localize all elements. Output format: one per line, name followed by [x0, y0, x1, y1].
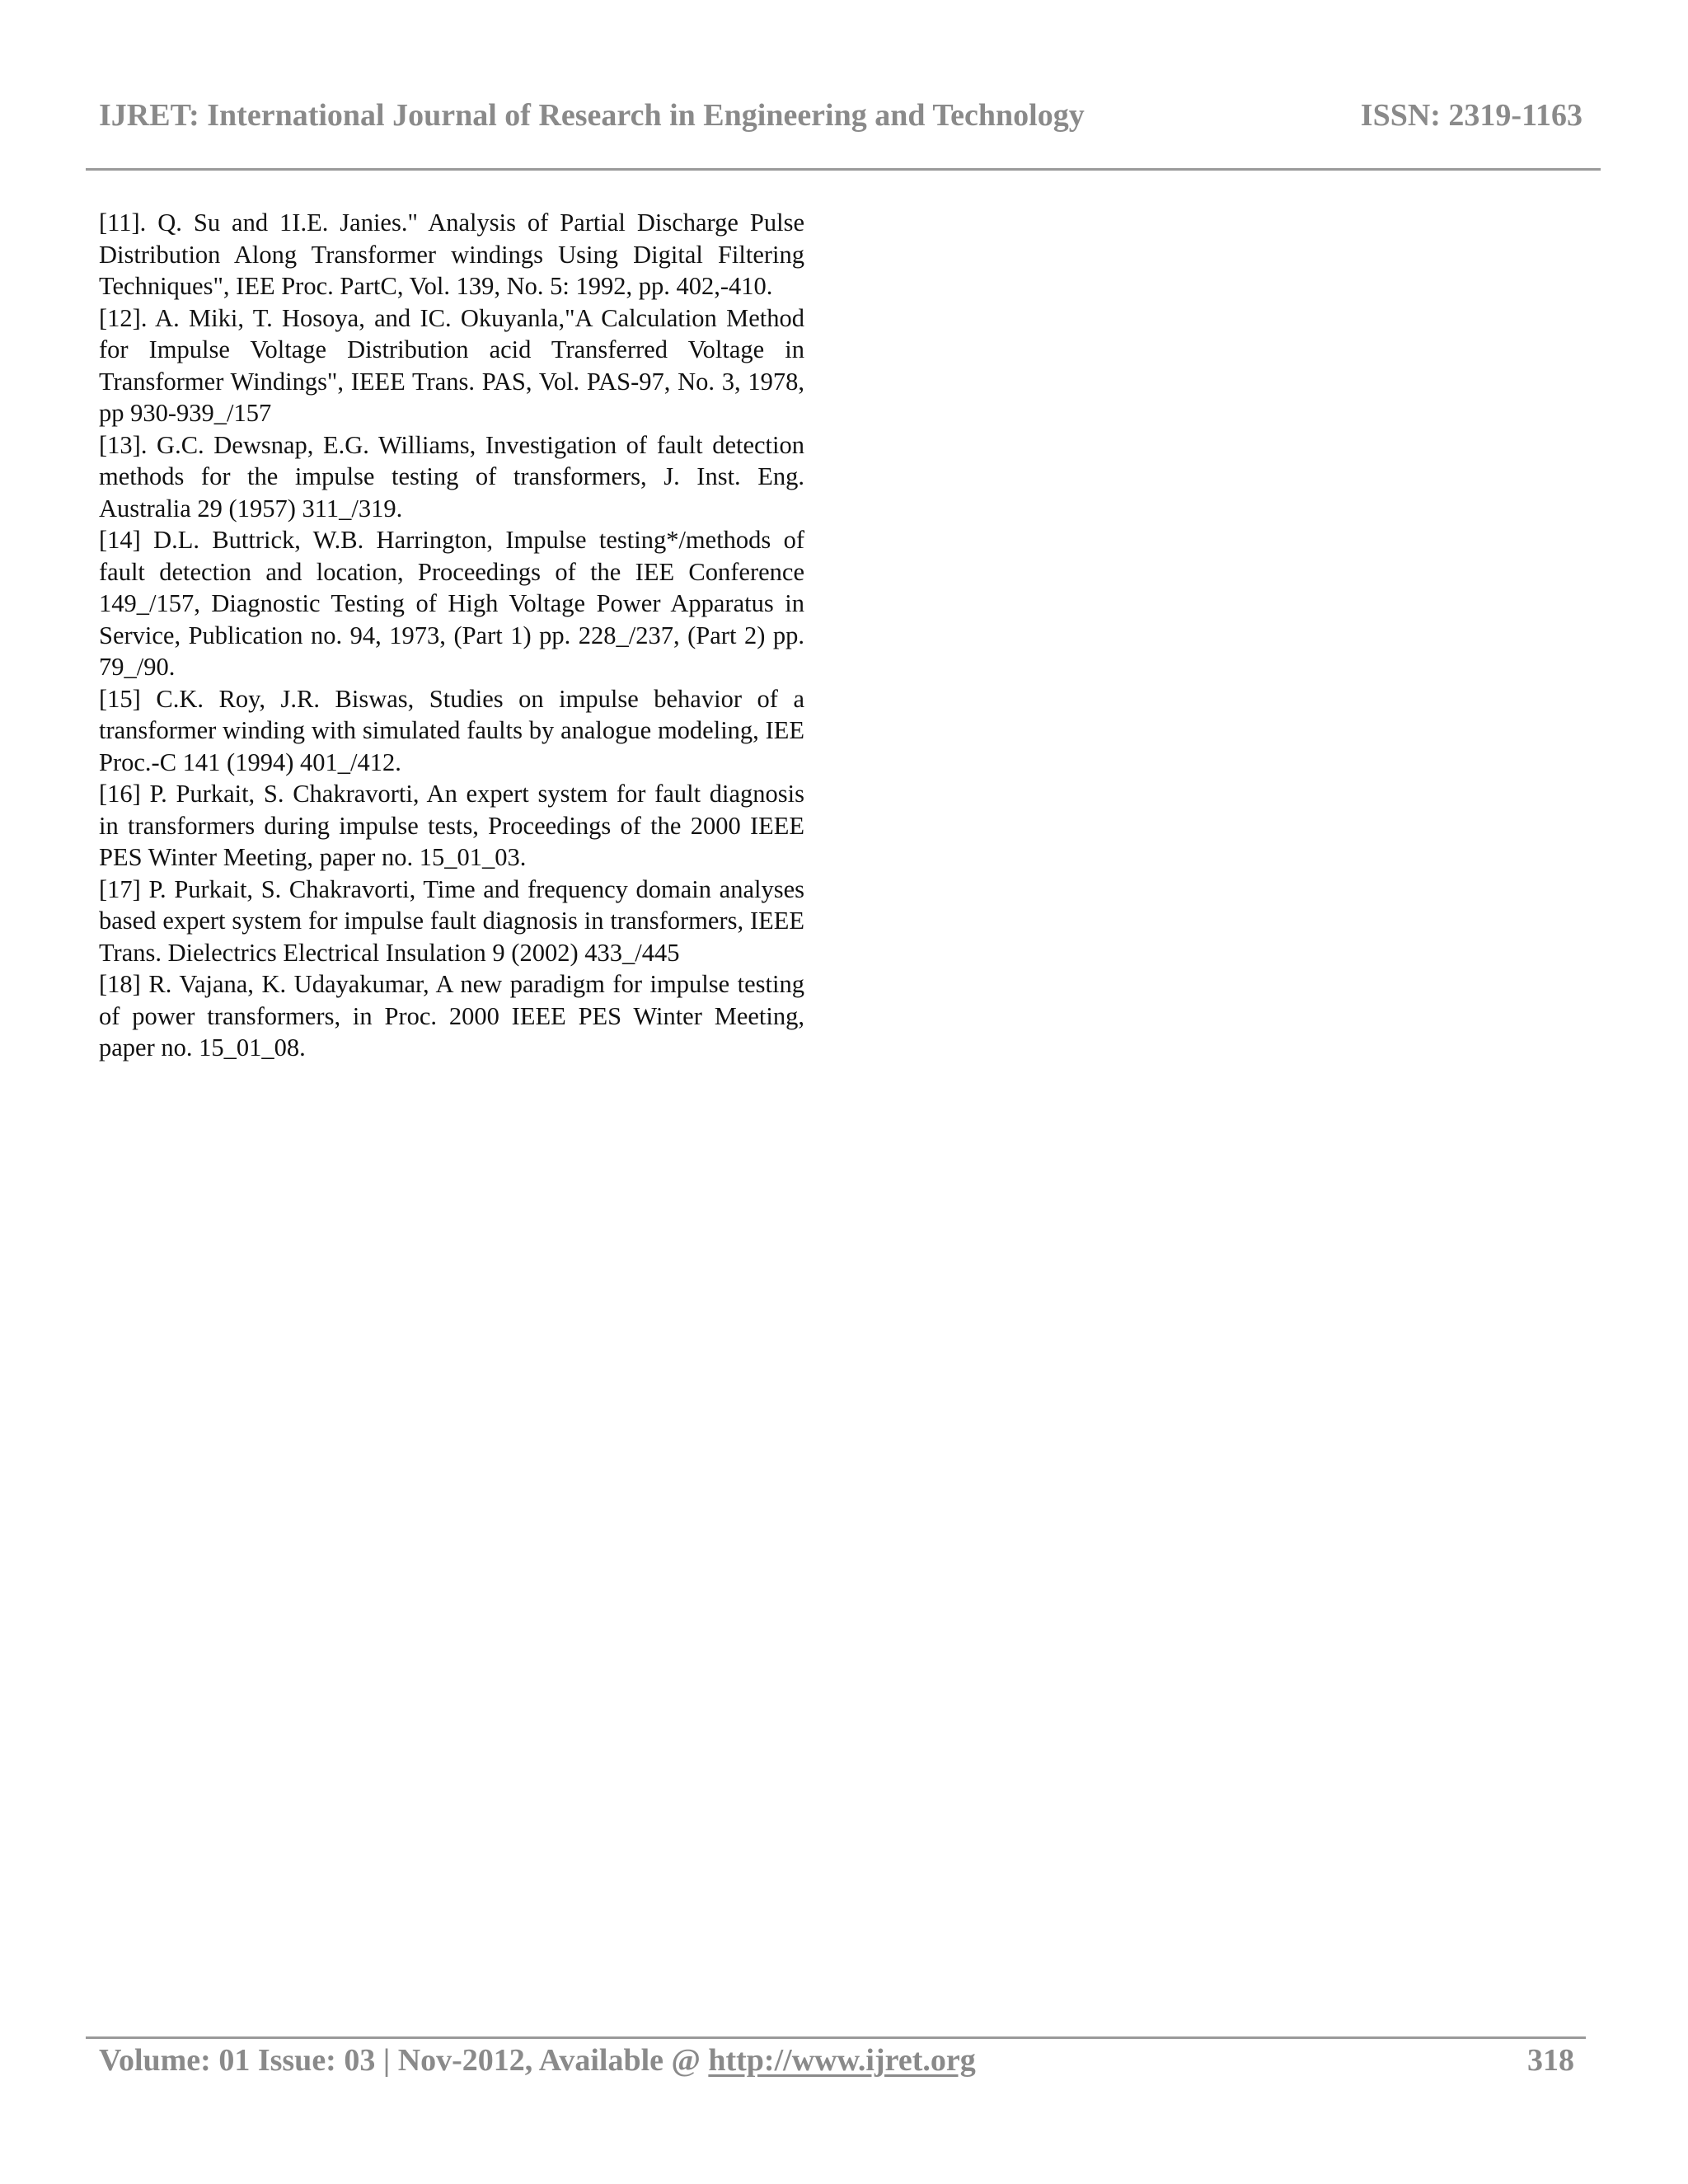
- reference-item: [18] R. Vajana, K. Udayakumar, A new paradigm for impulse testing of power transformers, in Proc. 2000 IEEE PES Winter Meeting, paper no. 15_01_08.: [99, 970, 804, 1062]
- issn-label: ISSN: 2319-1163: [1360, 98, 1582, 133]
- page-number: 318: [1527, 2043, 1574, 2078]
- journal-title: IJRET: International Journal of Research in Engineering and Technology: [99, 98, 1085, 133]
- page-footer: [99, 2042, 1574, 2092]
- header-divider: [86, 168, 1601, 171]
- journal-website-link[interactable]: http://www.ijret.org: [708, 2043, 976, 2078]
- reference-item: [14] D.L. Buttrick, W.B. Harrington, Impulse testing*/methods of fault detection and location, Proceedings of the IEE Conference 149_/157, Diagnostic Testing of High Voltage Power Apparatus in Service, Publication no. 94, 1973, (Part 1) pp. 228_/237, (Part 2) pp. 79_/90.: [99, 526, 804, 681]
- page-header: [99, 97, 1582, 147]
- reference-item: [13]. G.C. Dewsnap, E.G. Williams, Investigation of fault detection methods for the impulse testing of transformers, J. Inst. Eng. Australia 29 (1957) 311_/319.: [99, 430, 804, 523]
- footer-divider: [86, 2036, 1586, 2039]
- reference-list: [99, 207, 804, 1064]
- reference-item: [17] P. Purkait, S. Chakravorti, Time and frequency domain analyses based expert system for impulse fault diagnosis in transformers, IEEE Trans. Dielectrics Electrical Insulation 9 (2002) 433_/445: [99, 874, 804, 967]
- footer-volume-info: [99, 2042, 976, 2079]
- reference-item: [12]. A. Miki, T. Hosoya, and IC. Okuyanla,"A Calculation Method for Impulse Voltage Distribution acid Transferred Voltage in Transformer Windings", IEEE Trans. PAS, Vol. PAS-97, No. 3, 1978, pp 930-939_/157: [99, 303, 804, 427]
- reference-item: [11]. Q. Su and 1I.E. Janies." Analysis of Partial Discharge Pulse Distribution Along Transformer windings Using Digital Filtering Techniques", IEE Proc. PartC, Vol. 139, No. 5: 1992, pp. 402,-410.: [99, 209, 804, 300]
- reference-item: [15] C.K. Roy, J.R. Biswas, Studies on impulse behavior of a transformer winding with simulated faults by analogue modeling, IEE Proc.-C 141 (1994) 401_/412.: [99, 684, 804, 776]
- footer-volume-text: Volume: 01 Issue: 03 | Nov-2012, Available @: [99, 2043, 709, 2078]
- reference-item: [16] P. Purkait, S. Chakravorti, An expert system for fault diagnosis in transformers during impulse tests, Proceedings of the 2000 IEEE PES Winter Meeting, paper no. 15_01_03.: [99, 780, 804, 871]
